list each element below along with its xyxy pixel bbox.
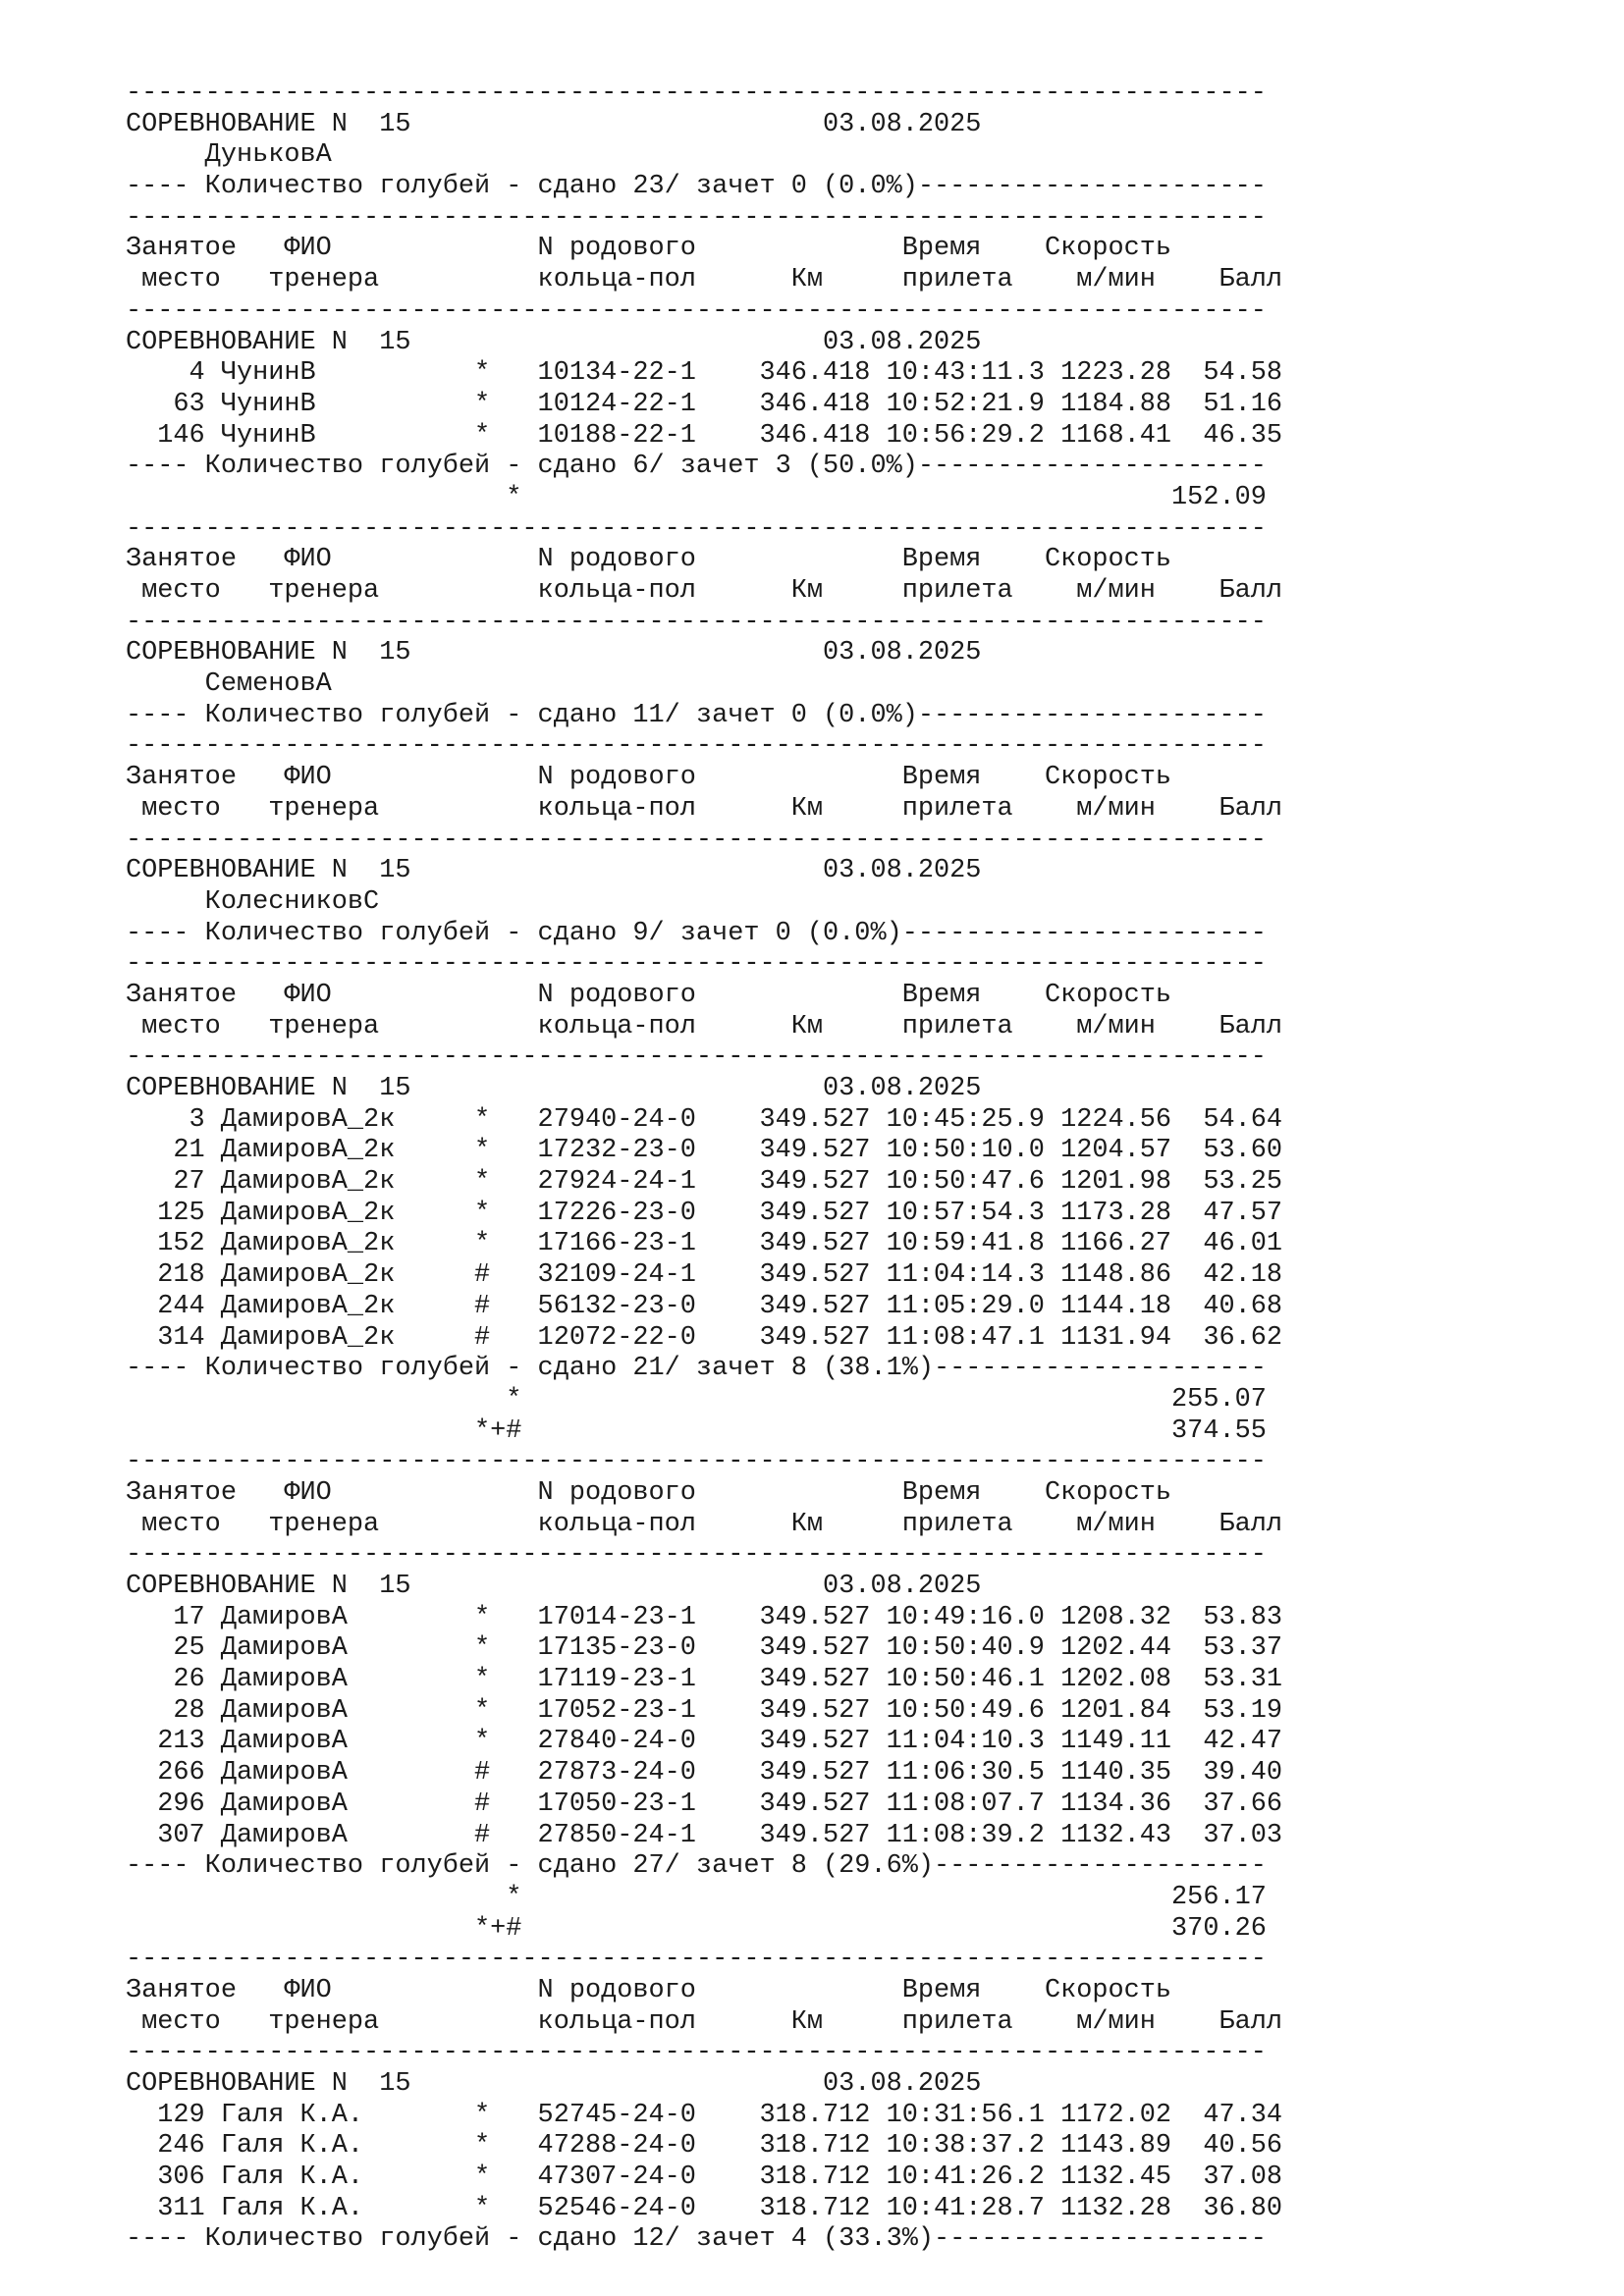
summary-line: ---- Количество голубей - сдано 23/ зачет 0 (0.0%)---------------------- bbox=[126, 172, 1267, 202]
column-header: Занятое ФИО N родового Время Скорость bbox=[126, 1477, 1172, 1508]
data-row: 311 Галя К.А. * 52546-24-0 318.712 10:41:28.7 1132.28 36.80 bbox=[126, 2193, 1283, 2223]
competition-header: СОРЕВНОВАНИЕ N 15 03.08.2025 bbox=[126, 1572, 982, 1601]
trainer-name: КолесниковС bbox=[126, 886, 380, 917]
column-header: место тренера кольца-пол Км прилета м/мин Балл bbox=[126, 265, 1283, 295]
summary-line: ---- Количество голубей - сдано 11/ зачет 0 (0.0%)---------------------- bbox=[126, 700, 1267, 730]
data-row: 26 ДамировА * 17119-23-1 349.527 10:50:46.1 1202.08 53.31 bbox=[126, 1665, 1283, 1695]
column-header: Занятое ФИО N родового Время Скорость bbox=[126, 1975, 1172, 2005]
column-header: Занятое ФИО N родового Время Скорость bbox=[126, 545, 1172, 575]
data-row: 146 ЧунинВ * 10188-22-1 346.418 10:56:29.2 1168.41 46.35 bbox=[126, 420, 1283, 451]
separator-line: ------------------------------------------------------------------------ bbox=[126, 1945, 1267, 1975]
data-row: 246 Галя К.А. * 47288-24-0 318.712 10:38:37.2 1143.89 40.56 bbox=[126, 2131, 1283, 2162]
competition-header: СОРЕВНОВАНИЕ N 15 03.08.2025 bbox=[126, 109, 982, 139]
data-row: 25 ДамировА * 17135-23-0 349.527 10:50:40.9 1202.44 53.37 bbox=[126, 1633, 1283, 1664]
separator-line: ------------------------------------------------------------------------ bbox=[126, 1540, 1267, 1571]
separator-line: ------------------------------------------------------------------------ bbox=[126, 607, 1267, 637]
score-total: *+# 374.55 bbox=[126, 1415, 1267, 1446]
data-row: 152 ДамировА_2к * 17166-23-1 349.527 10:59:41.8 1166.27 46.01 bbox=[126, 1229, 1283, 1259]
separator-line: ------------------------------------------------------------------------ bbox=[126, 1042, 1267, 1073]
data-row: 17 ДамировА * 17014-23-1 349.527 10:49:16.0 1208.32 53.83 bbox=[126, 1602, 1283, 1632]
data-row: 125 ДамировА_2к * 17226-23-0 349.527 10:57:54.3 1173.28 47.57 bbox=[126, 1198, 1283, 1228]
competition-header: СОРЕВНОВАНИЕ N 15 03.08.2025 bbox=[126, 1074, 982, 1103]
data-row: 307 ДамировА # 27850-24-1 349.527 11:08:39.2 1132.43 37.03 bbox=[126, 1820, 1283, 1850]
results-printout bbox=[126, 79, 1282, 2256]
summary-line: ---- Количество голубей - сдано 6/ зачет 3 (50.0%)---------------------- bbox=[126, 452, 1267, 482]
column-header: место тренера кольца-пол Км прилета м/мин Балл bbox=[126, 1011, 1283, 1041]
score-total: *+# 370.26 bbox=[126, 1913, 1267, 1944]
data-row: 213 ДамировА * 27840-24-0 349.527 11:04:10.3 1149.11 42.47 bbox=[126, 1727, 1283, 1757]
column-header: место тренера кольца-пол Км прилета м/мин Балл bbox=[126, 2006, 1283, 2037]
data-row: 296 ДамировА # 17050-23-1 349.527 11:08:07.7 1134.36 37.66 bbox=[126, 1789, 1283, 1819]
data-row: 27 ДамировА_2к * 27924-24-1 349.527 10:50:47.6 1201.98 53.25 bbox=[126, 1167, 1283, 1198]
data-row: 266 ДамировА # 27873-24-0 349.527 11:06:30.5 1140.35 39.40 bbox=[126, 1758, 1283, 1789]
data-row: 218 ДамировА_2к # 32109-24-1 349.527 11:04:14.3 1148.86 42.18 bbox=[126, 1260, 1283, 1291]
separator-line: ------------------------------------------------------------------------ bbox=[126, 79, 1267, 108]
column-header: место тренера кольца-пол Км прилета м/мин Балл bbox=[126, 793, 1283, 824]
data-row: 3 ДамировА_2к * 27940-24-0 349.527 10:45:25.9 1224.56 54.64 bbox=[126, 1104, 1283, 1135]
summary-line: ---- Количество голубей - сдано 21/ зачет 8 (38.1%)--------------------- bbox=[126, 1354, 1267, 1384]
data-row: 306 Галя К.А. * 47307-24-0 318.712 10:41:26.2 1132.45 37.08 bbox=[126, 2163, 1283, 2193]
separator-line: ------------------------------------------------------------------------ bbox=[126, 295, 1267, 326]
competition-header: СОРЕВНОВАНИЕ N 15 03.08.2025 bbox=[126, 638, 982, 668]
column-header: Занятое ФИО N родового Время Скорость bbox=[126, 763, 1172, 793]
data-row: 129 Галя К.А. * 52745-24-0 318.712 10:31:56.1 1172.02 47.34 bbox=[126, 2100, 1283, 2130]
separator-line: ------------------------------------------------------------------------ bbox=[126, 1447, 1267, 1477]
data-row: 314 ДамировА_2к # 12072-22-0 349.527 11:08:47.1 1131.94 36.62 bbox=[126, 1322, 1283, 1353]
score-total: * 152.09 bbox=[126, 482, 1267, 512]
separator-line: ------------------------------------------------------------------------ bbox=[126, 825, 1267, 855]
data-row: 21 ДамировА_2к * 17232-23-0 349.527 10:50:10.0 1204.57 53.60 bbox=[126, 1136, 1283, 1166]
column-header: место тренера кольца-пол Км прилета м/мин Балл bbox=[126, 576, 1283, 606]
summary-line: ---- Количество голубей - сдано 27/ зачет 8 (29.6%)--------------------- bbox=[126, 1851, 1267, 1882]
competition-header: СОРЕВНОВАНИЕ N 15 03.08.2025 bbox=[126, 327, 982, 357]
competition-header: СОРЕВНОВАНИЕ N 15 03.08.2025 bbox=[126, 856, 982, 886]
column-header: место тренера кольца-пол Км прилета м/мин Балл bbox=[126, 1509, 1283, 1539]
data-row: 244 ДамировА_2к # 56132-23-0 349.527 11:05:29.0 1144.18 40.68 bbox=[126, 1291, 1283, 1321]
trainer-name: ДуньковА bbox=[126, 140, 332, 171]
column-header: Занятое ФИО N родового Время Скорость bbox=[126, 980, 1172, 1010]
score-total: * 255.07 bbox=[126, 1384, 1267, 1415]
trainer-name: СеменовА bbox=[126, 669, 332, 700]
data-row: 28 ДамировА * 17052-23-1 349.527 10:50:49.6 1201.84 53.19 bbox=[126, 1695, 1283, 1726]
column-header: Занятое ФИО N родового Время Скорость bbox=[126, 234, 1172, 264]
separator-line: ------------------------------------------------------------------------ bbox=[126, 513, 1267, 544]
separator-line: ------------------------------------------------------------------------ bbox=[126, 2038, 1267, 2068]
separator-line: ------------------------------------------------------------------------ bbox=[126, 731, 1267, 762]
competition-header: СОРЕВНОВАНИЕ N 15 03.08.2025 bbox=[126, 2069, 982, 2099]
score-total: * 256.17 bbox=[126, 1882, 1267, 1912]
separator-line: ------------------------------------------------------------------------ bbox=[126, 202, 1267, 233]
summary-line: ---- Количество голубей - сдано 9/ зачет 0 (0.0%)----------------------- bbox=[126, 918, 1267, 948]
separator-line: ------------------------------------------------------------------------ bbox=[126, 949, 1267, 980]
data-row: 63 ЧунинВ * 10124-22-1 346.418 10:52:21.9 1184.88 51.16 bbox=[126, 389, 1283, 419]
summary-line: ---- Количество голубей - сдано 12/ зачет 4 (33.3%)--------------------- bbox=[126, 2224, 1267, 2255]
data-row: 4 ЧунинВ * 10134-22-1 346.418 10:43:11.3 1223.28 54.58 bbox=[126, 358, 1283, 389]
